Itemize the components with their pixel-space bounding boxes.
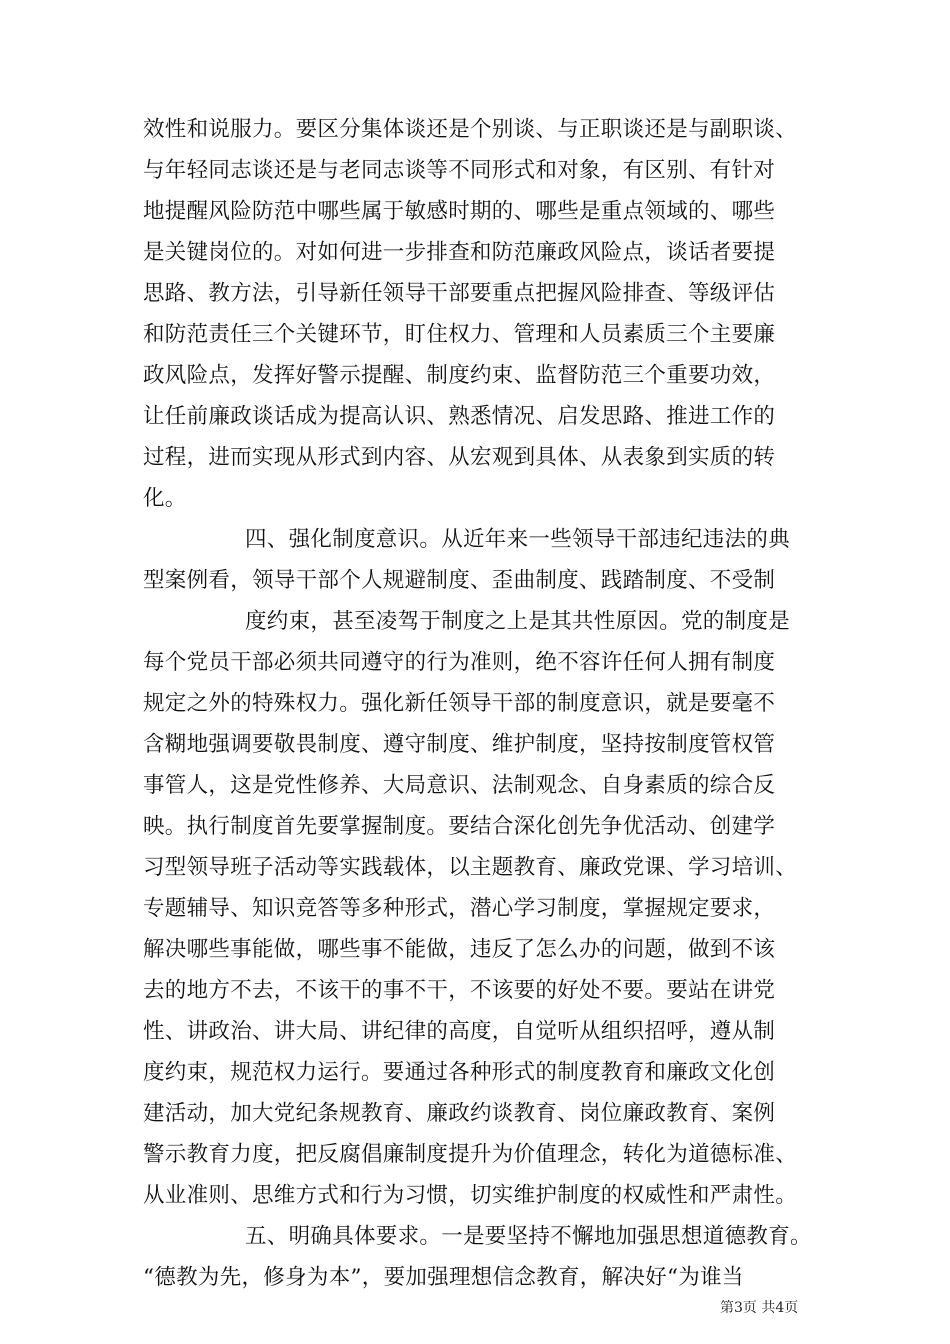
text-line: 是关键岗位的。对如何进一步排查和防范廉政风险点，谈话者要提 (143, 240, 776, 265)
text-line: 性、讲政治、讲大局、讲纪律的高度，自觉听从组织招呼，遵从制 (143, 1019, 776, 1044)
section-heading-line: 四、强化制度意识。从近年来一些领导干部违纪违法的典 (245, 527, 791, 552)
text-line: 从业准则、思维方式和行为习惯，切实维护制度的权威性和严肃性。 (143, 1183, 798, 1208)
text-line: 映。执行制度首先要掌握制度。要结合深化创先争优活动、创建学 (143, 814, 776, 839)
page-footer: 第3页 共4页 (720, 1300, 799, 1316)
text-line: 去的地方不去，不该干的事不干，不该要的好处不要。要站在讲党 (143, 978, 776, 1003)
text-line: 专题辅导、知识竞答等多种形式，潜心学习制度，掌握规定要求， (143, 896, 776, 921)
text-line: “德教为先，修身为本”，要加强理想信念教育，解决好“为谁当 (143, 1265, 744, 1290)
text-line: 思路、教方法，引导新任领导干部要重点把握风险排查、等级评估 (143, 281, 776, 306)
text-line: 型案例看，领导干部个人规避制度、歪曲制度、践踏制度、不受制 (143, 568, 776, 593)
text-line: 让任前廉政谈话成为提高认识、熟悉情况、启发思路、推进工作的 (143, 404, 776, 429)
text-line: 化。 (143, 486, 187, 511)
text-line: 和防范责任三个关键环节，盯住权力、管理和人员素质三个主要廉 (143, 322, 776, 347)
text-line: 规定之外的特殊权力。强化新任领导干部的制度意识，就是要毫不 (143, 691, 776, 716)
text-line: 过程，进而实现从形式到内容、从宏观到具体、从表象到实质的转 (143, 445, 776, 470)
section-heading-line: 五、明确具体要求。一是要坚持不懈地加强思想道德教育。 (245, 1224, 812, 1249)
text-line: 解决哪些事能做，哪些事不能做，违反了怎么办的问题，做到不该 (143, 937, 776, 962)
text-line: 警示教育力度，把反腐倡廉制度提升为价值理念，转化为道德标准、 (143, 1142, 798, 1167)
text-line: 效性和说服力。要区分集体谈还是个别谈、与正职谈还是与副职谈、 (143, 117, 798, 142)
text-line: 度约束，规范权力运行。要通过各种形式的制度教育和廉政文化创 (143, 1060, 776, 1085)
text-line: 每个党员干部必须共同遵守的行为准则，绝不容许任何人拥有制度 (143, 650, 776, 675)
text-line: 习型领导班子活动等实践载体，以主题教育、廉政党课、学习培训、 (143, 855, 798, 880)
text-line: 政风险点，发挥好警示提醒、制度约束、监督防范三个重要功效， (143, 363, 776, 388)
text-line: 地提醒风险防范中哪些属于敏感时期的、哪些是重点领域的、哪些 (143, 199, 776, 224)
text-line: 含糊地强调要敬畏制度、遵守制度、维护制度，坚持按制度管权管 (143, 732, 776, 757)
text-line: 建活动，加大党纪条规教育、廉政约谈教育、岗位廉政教育、案例 (143, 1101, 776, 1126)
text-line: 事管人，这是党性修养、大局意识、法制观念、自身素质的综合反 (143, 773, 776, 798)
text-line: 与年轻同志谈还是与老同志谈等不同形式和对象，有区别、有针对 (143, 158, 776, 183)
text-line: 度约束，甚至凌驾于制度之上是其共性原因。党的制度是 (245, 609, 791, 634)
